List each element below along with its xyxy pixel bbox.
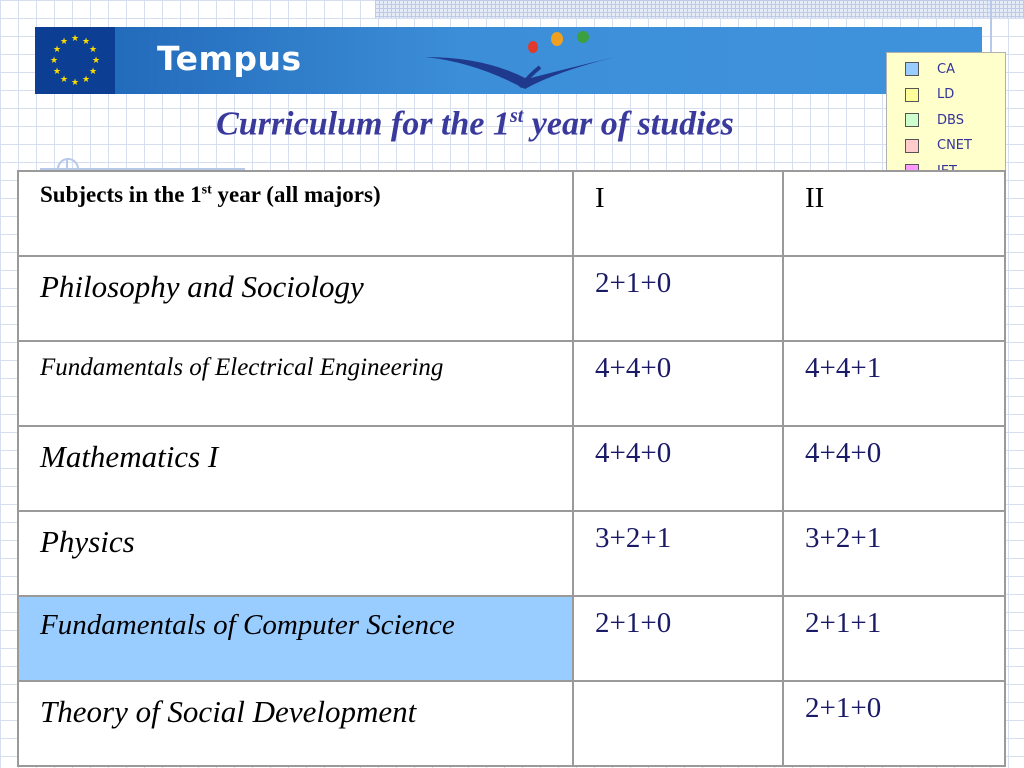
table-row bbox=[18, 256, 1005, 341]
subject-cell bbox=[18, 341, 573, 426]
svg-text:★: ★ bbox=[52, 44, 62, 54]
semester-2-cell: 2+1+1 bbox=[783, 596, 1005, 681]
semester-2-cell: 2+1+0 bbox=[783, 681, 1005, 766]
semester-1-cell: 4+4+0 bbox=[573, 341, 783, 426]
legend-item-ld bbox=[905, 85, 954, 105]
page-title-rest: year of studies bbox=[523, 105, 734, 143]
semester-1-cell: 4+4+0 bbox=[573, 426, 783, 511]
subject-cell bbox=[18, 511, 573, 596]
subject-cell bbox=[18, 681, 573, 766]
page-title bbox=[0, 105, 950, 143]
subject-name: Philosophy and Sociology bbox=[40, 269, 364, 304]
curriculum-table bbox=[17, 170, 1006, 767]
tempus-bird-logo-icon bbox=[415, 27, 675, 94]
page-title-sup: st bbox=[509, 105, 524, 127]
semester-1-cell: 3+2+1 bbox=[573, 511, 783, 596]
semester-2-cell: 4+4+0 bbox=[783, 426, 1005, 511]
legend-label: LD bbox=[937, 87, 955, 102]
subject-cell bbox=[18, 426, 573, 511]
svg-text:★: ★ bbox=[52, 66, 62, 76]
subject-name: Mathematics I bbox=[40, 439, 219, 474]
svg-text:★: ★ bbox=[59, 36, 69, 46]
svg-text:★: ★ bbox=[88, 66, 98, 76]
semester-1-cell: 2+1+0 bbox=[573, 256, 783, 341]
svg-text:★: ★ bbox=[88, 44, 98, 54]
top-decorative-strip bbox=[375, 0, 1024, 18]
legend-label: CNET bbox=[937, 138, 972, 153]
svg-text:★: ★ bbox=[81, 36, 91, 46]
semester-1-cell bbox=[573, 681, 783, 766]
svg-text:★: ★ bbox=[81, 74, 91, 84]
legend-swatch bbox=[905, 88, 919, 102]
header-subjects-main: Subjects in the 1 bbox=[40, 182, 202, 207]
table-row bbox=[18, 681, 1005, 766]
legend-swatch bbox=[905, 62, 919, 76]
semester-2-cell: 4+4+1 bbox=[783, 341, 1005, 426]
table-row bbox=[18, 596, 1005, 681]
semester-1-cell: 2+1+0 bbox=[573, 596, 783, 681]
semester-2-cell bbox=[783, 256, 1005, 341]
svg-text:★: ★ bbox=[59, 74, 69, 84]
tempus-banner bbox=[35, 27, 982, 94]
legend-label: CA bbox=[937, 61, 955, 77]
table-header-row bbox=[18, 171, 1005, 256]
svg-text:★: ★ bbox=[70, 77, 80, 87]
header-subjects-rest: year (all majors) bbox=[211, 182, 381, 207]
eu-flag-icon bbox=[35, 27, 115, 94]
banner-title: Tempus bbox=[157, 39, 302, 78]
semester-2-cell: 3+2+1 bbox=[783, 511, 1005, 596]
table-row bbox=[18, 341, 1005, 426]
subject-cell bbox=[18, 256, 573, 341]
subject-cell bbox=[18, 596, 573, 681]
svg-text:★: ★ bbox=[91, 55, 101, 65]
subject-name: Fundamentals of Computer Science bbox=[40, 609, 455, 641]
svg-text:★: ★ bbox=[49, 55, 59, 65]
subject-name: Theory of Social Development bbox=[40, 694, 417, 729]
subject-name: Fundamentals of Electrical Engineering bbox=[40, 354, 444, 381]
header-semester-2: II bbox=[783, 171, 1005, 256]
svg-text:★: ★ bbox=[70, 33, 80, 43]
header-subjects bbox=[18, 171, 573, 256]
table-row bbox=[18, 426, 1005, 511]
legend-label: DBS bbox=[937, 112, 964, 128]
header-subjects-sup: st bbox=[201, 182, 212, 198]
legend-item-ca bbox=[905, 59, 955, 79]
page-title-main: Curriculum for the 1 bbox=[216, 105, 510, 143]
subject-name: Physics bbox=[40, 524, 135, 559]
header-semester-1: I bbox=[573, 171, 783, 256]
table-row bbox=[18, 511, 1005, 596]
